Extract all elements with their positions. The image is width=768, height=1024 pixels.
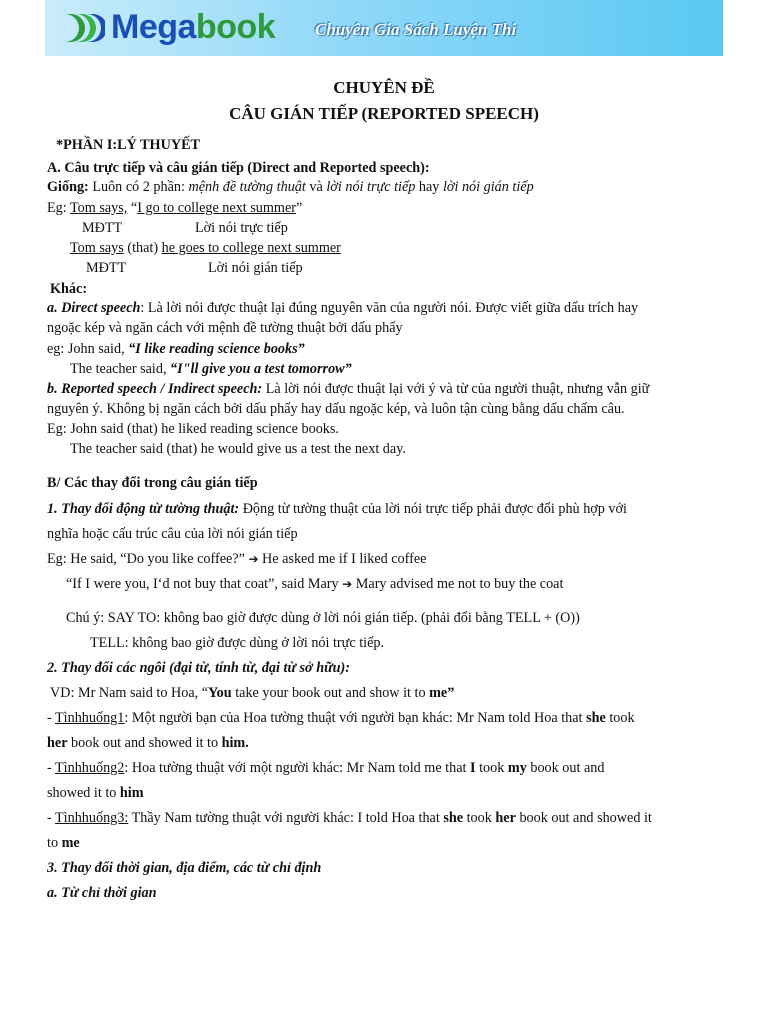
header-banner (45, 0, 723, 56)
text: take your book out and show it to (231, 685, 430, 701)
text: You (208, 685, 232, 701)
text: I (470, 760, 476, 776)
rule-3: 3. Thay đổi thời gian, địa điểm, các từ chỉ định (47, 860, 322, 876)
text: hay (415, 179, 443, 195)
text: Mary advised me not to buy the coat (352, 576, 564, 592)
text: - (47, 810, 56, 826)
text: Tom says, (70, 200, 128, 216)
text: he goes to college next summer (161, 240, 341, 256)
text: me (61, 835, 80, 851)
rule-2: 2. Thay đổi các ngôi (đại từ, tính từ, đại từ sở hữu): (47, 660, 350, 676)
text-line: nghĩa hoặc cấu trúc câu của lời nói gián tiếp (47, 526, 298, 542)
text: b. Reported speech / Indirect speech: (47, 381, 263, 397)
text: The teacher said, (70, 361, 171, 377)
brand-tagline: Chuyên Gia Sách Luyện Thi (315, 20, 517, 39)
text: 1. Thay đổi động từ tường thuật: (47, 501, 240, 517)
label-mdtt: MĐTT (86, 260, 127, 276)
reported-speech-def (47, 380, 649, 398)
giong-label: Giống: (47, 179, 89, 195)
note-line: TELL: không bao giờ được dùng ở lời nói trực tiếp. (90, 635, 385, 651)
label-indirect: Lời nói gián tiếp (208, 260, 303, 276)
text: book out and showed it to (67, 735, 222, 751)
text: her (495, 810, 516, 826)
text: Tìnhhuống3: (55, 810, 129, 826)
example-line (47, 550, 426, 568)
text: - (47, 710, 56, 726)
text: : Là lời nói được thuật lại đúng nguyên văn của người nói. Được viết giữa dấu trích hay (140, 300, 639, 316)
text: lời nói gián tiếp (442, 179, 534, 195)
text: showed it to (47, 785, 120, 801)
text: Tìnhhuống2 (55, 760, 125, 776)
note-line: Chú ý: SAY TO: không bao giờ được dùng ở lời nói gián tiếp. (phải đổi bằng TELL + (O)) (66, 610, 580, 626)
brand-part2: book (195, 8, 276, 46)
text: him. (221, 735, 249, 751)
doc-title-1: CHUYÊN ĐỀ (333, 78, 435, 97)
text: book out and (526, 760, 605, 776)
example-line (47, 340, 305, 358)
text-line: nguyên ý. Không bị ngăn cách bởi dấu phẩy hay dấu ngoặc kép, và luôn tận cùng bằng dấu chấm câu. (47, 401, 625, 417)
triple-chevron-logo-icon (63, 12, 105, 44)
text: took (605, 710, 635, 726)
example-line (47, 199, 302, 217)
example-line (70, 360, 352, 378)
text-line: ngoặc kép và ngăn cách với mệnh đề tường thuật bởi dấu phẩy (47, 320, 403, 336)
arrow-right-icon: ➔ (248, 552, 259, 566)
example-line (50, 684, 454, 702)
text: và (305, 179, 327, 195)
text: took (475, 760, 508, 776)
text: Là lời nói được thuật lại với ý và từ của người thuật, nhưng vẫn giữ (262, 381, 650, 397)
text: “ (127, 200, 138, 216)
text: mệnh đề tường thuật (188, 179, 306, 195)
example-line (70, 239, 341, 257)
rule-1 (47, 500, 627, 518)
text: him (119, 785, 144, 801)
direct-speech-def (47, 299, 638, 317)
giong-line (47, 178, 534, 196)
doc-title-2: CÂU GIÁN TIẾP (REPORTED SPEECH) (229, 104, 539, 123)
text: my (507, 760, 527, 776)
text: I go to college next summer (137, 200, 296, 216)
brand-name (111, 7, 275, 47)
text: He asked me if I liked coffee (258, 551, 427, 567)
example-line (66, 575, 563, 593)
rule-3a: a. Từ chỉ thời gian (47, 885, 157, 901)
text: to (47, 835, 62, 851)
text: book out and showed it (515, 810, 652, 826)
text: Tìnhhuống1 (55, 710, 125, 726)
label-mdtt: MĐTT (82, 220, 123, 236)
situation-2-cont (47, 784, 144, 802)
situation-1-cont (47, 734, 249, 752)
section-a-heading: A. Câu trực tiếp và câu gián tiếp (Direct and Reported speech): (47, 160, 430, 176)
text: Động từ tường thuật của lời nói trực tiếp phải được đổi phù hợp với (239, 501, 627, 517)
arrow-right-icon: ➔ (342, 577, 353, 591)
text: (that) (123, 240, 162, 256)
text: she (443, 810, 464, 826)
text: Thầy Nam tường thuật với người khác: I told Hoa that (128, 810, 444, 826)
example-line: The teacher said (that) he would give us a test the next day. (70, 441, 406, 457)
text: Tom says (70, 240, 124, 256)
text: “I like reading science books” (128, 341, 305, 357)
example-line: Eg: John said (that) he liked reading science books. (47, 421, 339, 437)
text: : Hoa tường thuật với một người khác: Mr Nam told me that (124, 760, 471, 776)
situation-1 (47, 709, 635, 727)
situation-2 (47, 759, 604, 777)
situation-3-cont (47, 834, 80, 852)
text: “If I were you, I‘d not buy that coat”, said Mary (66, 576, 343, 592)
situation-3 (47, 809, 652, 827)
text: lời nói trực tiếp (326, 179, 416, 195)
text: took (463, 810, 496, 826)
text: “I"ll give you a test tomorrow” (170, 361, 352, 377)
text: Eg: (47, 200, 70, 216)
text: a. Direct speech (47, 300, 141, 316)
label-direct: Lời nói trực tiếp (195, 220, 288, 236)
section-b-heading: B/ Các thay đổi trong câu gián tiếp (47, 475, 258, 491)
brand-part1: Mega (111, 8, 196, 46)
text: me” (429, 685, 455, 701)
text: she (586, 710, 606, 726)
text: : Một người bạn của Hoa tường thuật với người bạn khác: Mr Nam told Hoa that (124, 710, 587, 726)
part-heading: *PHẦN I:LÝ THUYẾT (56, 137, 200, 153)
text: Luôn có 2 phần: (88, 179, 189, 195)
text: eg: John said, (47, 341, 129, 357)
text: VD: Mr Nam said to Hoa, “ (50, 685, 209, 701)
text: Eg: He said, “Do you like coffee?” (47, 551, 249, 567)
text: ” (295, 200, 303, 216)
text: - (47, 760, 56, 776)
khac-label: Khác: (50, 281, 88, 297)
text: her (47, 735, 68, 751)
